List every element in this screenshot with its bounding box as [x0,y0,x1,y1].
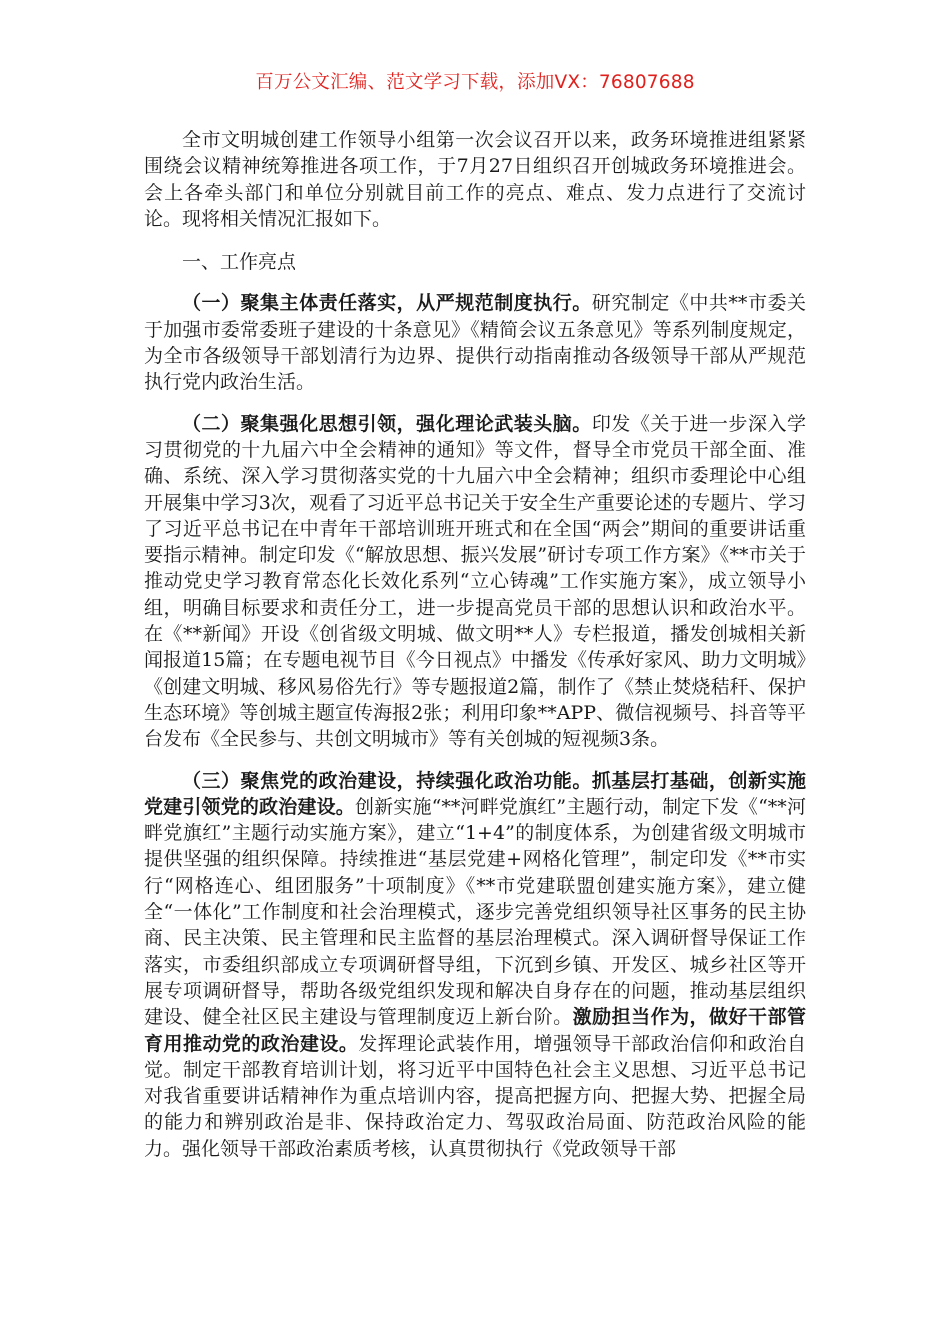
section-2-body: 印发《关于进一步深入学习贯彻党的十九届六中全会精神的通知》等文件，督导全市党员干部全面、准确、系统、深入学习贯彻落实党的十九届六中全会精神；组织市委理论中心组开展集中学习3次，观看了习近平总书记关于安全生产重要论述的专题片、学习了习近平总书记在中青年干部培训班开班式和在全国“两会”期间的重要讲话重要指示精神。制定印发《“解放思想、振兴发展”研讨专项工作方案》《**市关于推动党史学习教育常态化长效化系列“立心铸魂”工作实施方案》，成立领导小组，明确目标要求和责任分工，进一步提高党员干部的思想认识和政治水平。在《**新闻》开设《创省级文明城、做文明**人》专栏报道，播发创城相关新闻报道15篇；在专题电视节目《今日视点》中播发《传承好家风、助力文明城》《创建文明城、移风易俗先行》等专题报道2篇，制作了《禁止焚烧秸秆、保护生态环境》等创城主题宣传海报2张；利用印象**APP、微信视频号、抖音等平台发布《全民参与、共创文明城市》等有关创城的短视频3条。 [144,412,806,751]
section-1-title: （一）聚集主体责任落实，从严规范制度执行。 [182,292,592,315]
section-3-title: （三）聚焦党的政治建设，持续强化政治功能。抓基层打基础，创新实施党建引领党的政治建设。 [144,769,806,818]
section-1-paragraph [144,290,806,395]
section-3-body-1: 创新实施“**河畔党旗红”主题行动，制定下发《“**河畔党旗红”主题行动实施方案》，建立“1+4”的制度体系，为创建省级文明城市提供坚强的组织保障。持续推进“基层党建+网格化管理”，制定印发《**市实行“网格连心、组团服务”十项制度》《**市党建联盟创建实施方案》，建立健全“一体化”工作制度和社会治理模式，逐步完善党组织领导社区事务的民主协商、民主决策、民主管理和民主监督的基层治理模式。深入调研督导保证工作落实，市委组织部成立专项调研督导组，下沉到乡镇、开发区、城乡社区等开展专项调研督导，帮助各级党组织发现和解决自身存在的问题，推动基层组织建设、健全社区民主建设与管理制度迈上新台阶。 [144,795,806,1029]
section-3-paragraph [144,768,806,1162]
section-3-subtitle: 激励担当作为，做好干部管育用推动党的政治建设。 [144,1006,806,1055]
section-1-body: 研究制定《中共**市委关于加强市委常委班子建设的十条意见》《精简会议五条意见》等系列制度规定，为全市各级领导干部划清行为边界、提供行动指南推动各级领导干部从严规范执行党内政治生活。 [144,292,806,394]
section-3-body-2: 发挥理论武装作用，增强领导干部政治信仰和政治自觉。制定干部教育培训计划，将习近平中国特色社会主义思想、习近平总书记对我省重要讲话精神作为重点培训内容，提高把握方向、把握大势、把握全局的能力和辨别政治是非、保持政治定力、驾驭政治局面、防范政治风险的能力。强化领导干部政治素质考核，认真贯彻执行《党政领导干部 [144,1032,806,1160]
document-body [144,127,806,1162]
section-2-title: （二）聚集强化思想引领，强化理论武装头脑。 [182,412,592,435]
intro-paragraph: 全市文明城创建工作领导小组第一次会议召开以来，政务环境推进组紧紧围绕会议精神统筹推进各项工作，于7月27日组织召开创城政务环境推进会。会上各牵头部门和单位分别就目前工作的亮点、难点、发力点进行了交流讨论。现将相关情况汇报如下。 [144,129,806,230]
heading-work-highlights: 一、工作亮点 [182,251,297,274]
section-2-paragraph [144,411,806,753]
promo-header: 百万公文汇编、范文学习下载，添加VX：76807688 [255,72,695,93]
